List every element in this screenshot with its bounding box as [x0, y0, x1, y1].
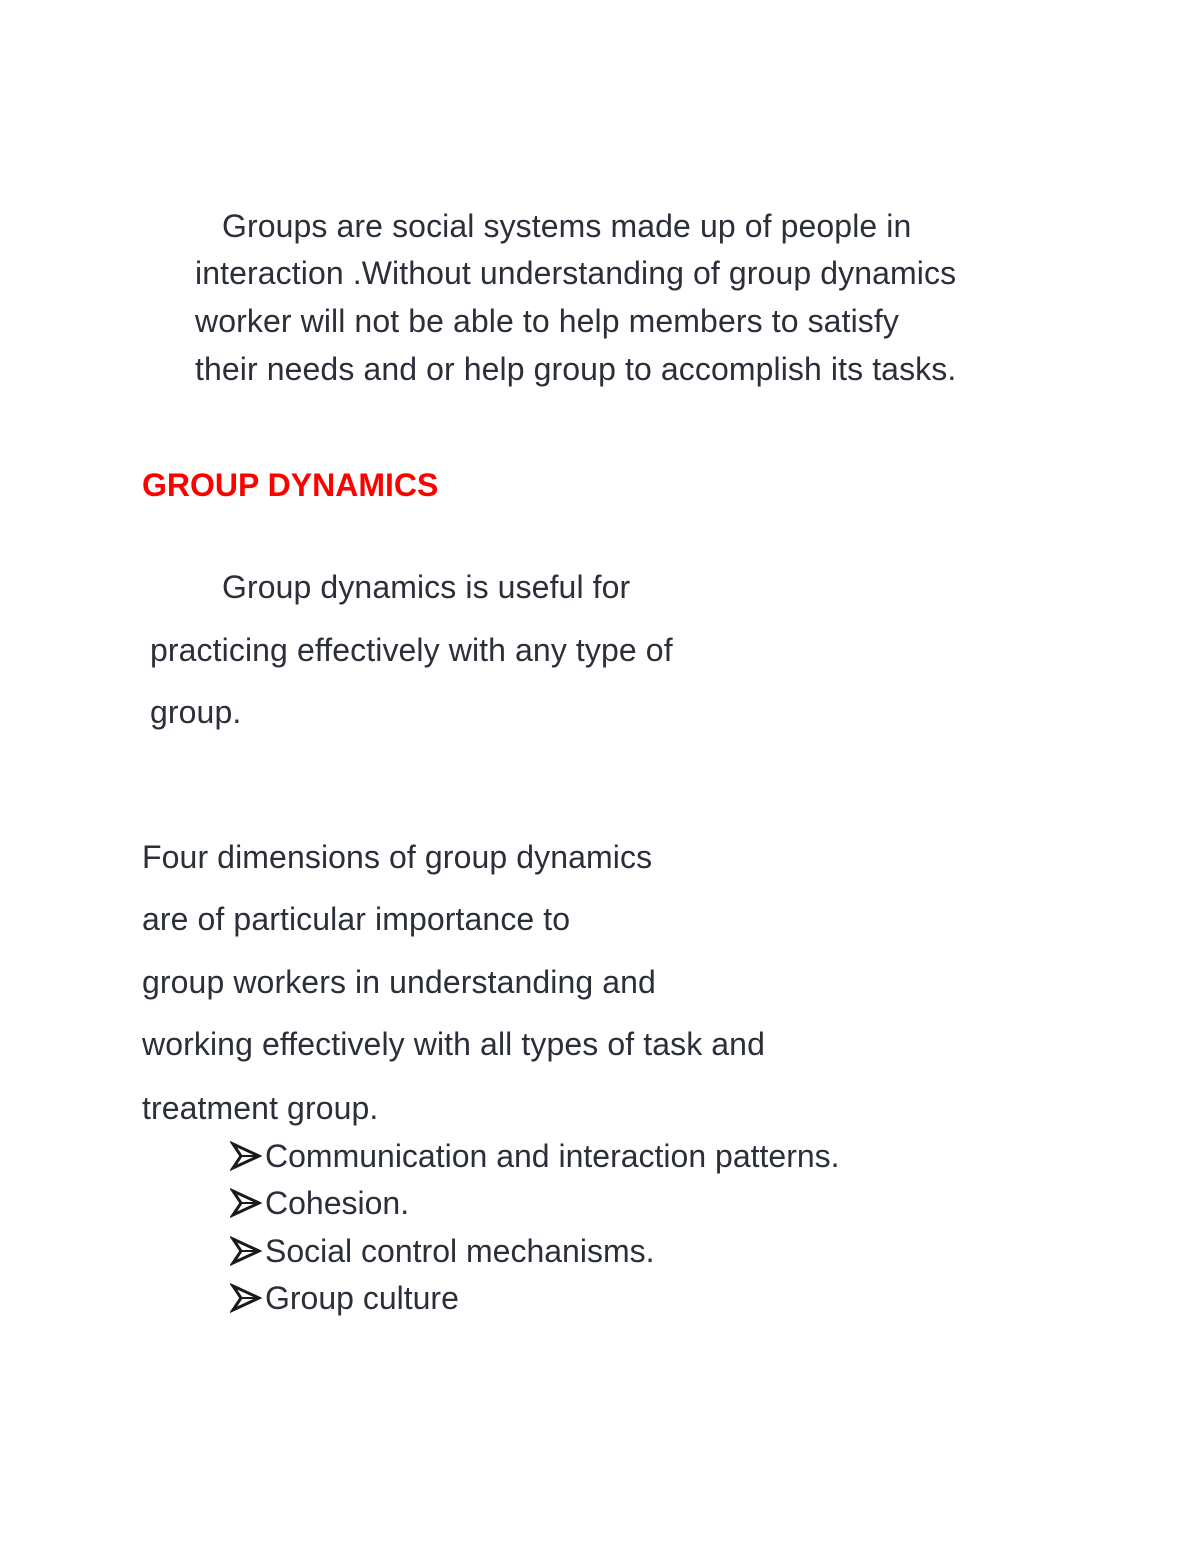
intro-line: interaction .Without understanding of group dynamics: [195, 255, 957, 291]
bullet-text: Cohesion.: [265, 1185, 410, 1221]
section-heading: GROUP DYNAMICS: [142, 467, 439, 503]
bullet-item: [230, 1231, 654, 1271]
bullet-text: Communication and interaction patterns.: [265, 1138, 840, 1174]
useful-line: practicing effectively with any type of: [150, 632, 673, 668]
dimensions-line: group workers in understanding and: [142, 964, 656, 1000]
arrowhead-bullet-icon: [230, 1140, 262, 1172]
useful-line: Group dynamics is useful for: [222, 569, 631, 605]
dimensions-line: working effectively with all types of task and: [142, 1026, 765, 1062]
dimensions-line: Four dimensions of group dynamics: [142, 839, 653, 875]
intro-line: Groups are social systems made up of people in: [222, 208, 912, 244]
arrowhead-bullet-icon: [230, 1187, 262, 1219]
bullet-text: Group culture: [265, 1280, 459, 1316]
useful-line: group.: [150, 694, 242, 730]
bullet-item: [230, 1136, 840, 1176]
arrowhead-bullet-icon: [230, 1235, 262, 1267]
intro-line: their needs and or help group to accomplish its tasks.: [195, 351, 957, 387]
bullet-item: [230, 1278, 459, 1318]
intro-line: worker will not be able to help members to satisfy: [195, 303, 899, 339]
dimensions-line: are of particular importance to: [142, 901, 571, 937]
bullet-text: Social control mechanisms.: [265, 1233, 655, 1269]
bullet-item: [230, 1183, 409, 1223]
dimensions-line: treatment group.: [142, 1090, 379, 1126]
arrowhead-bullet-icon: [230, 1282, 262, 1314]
